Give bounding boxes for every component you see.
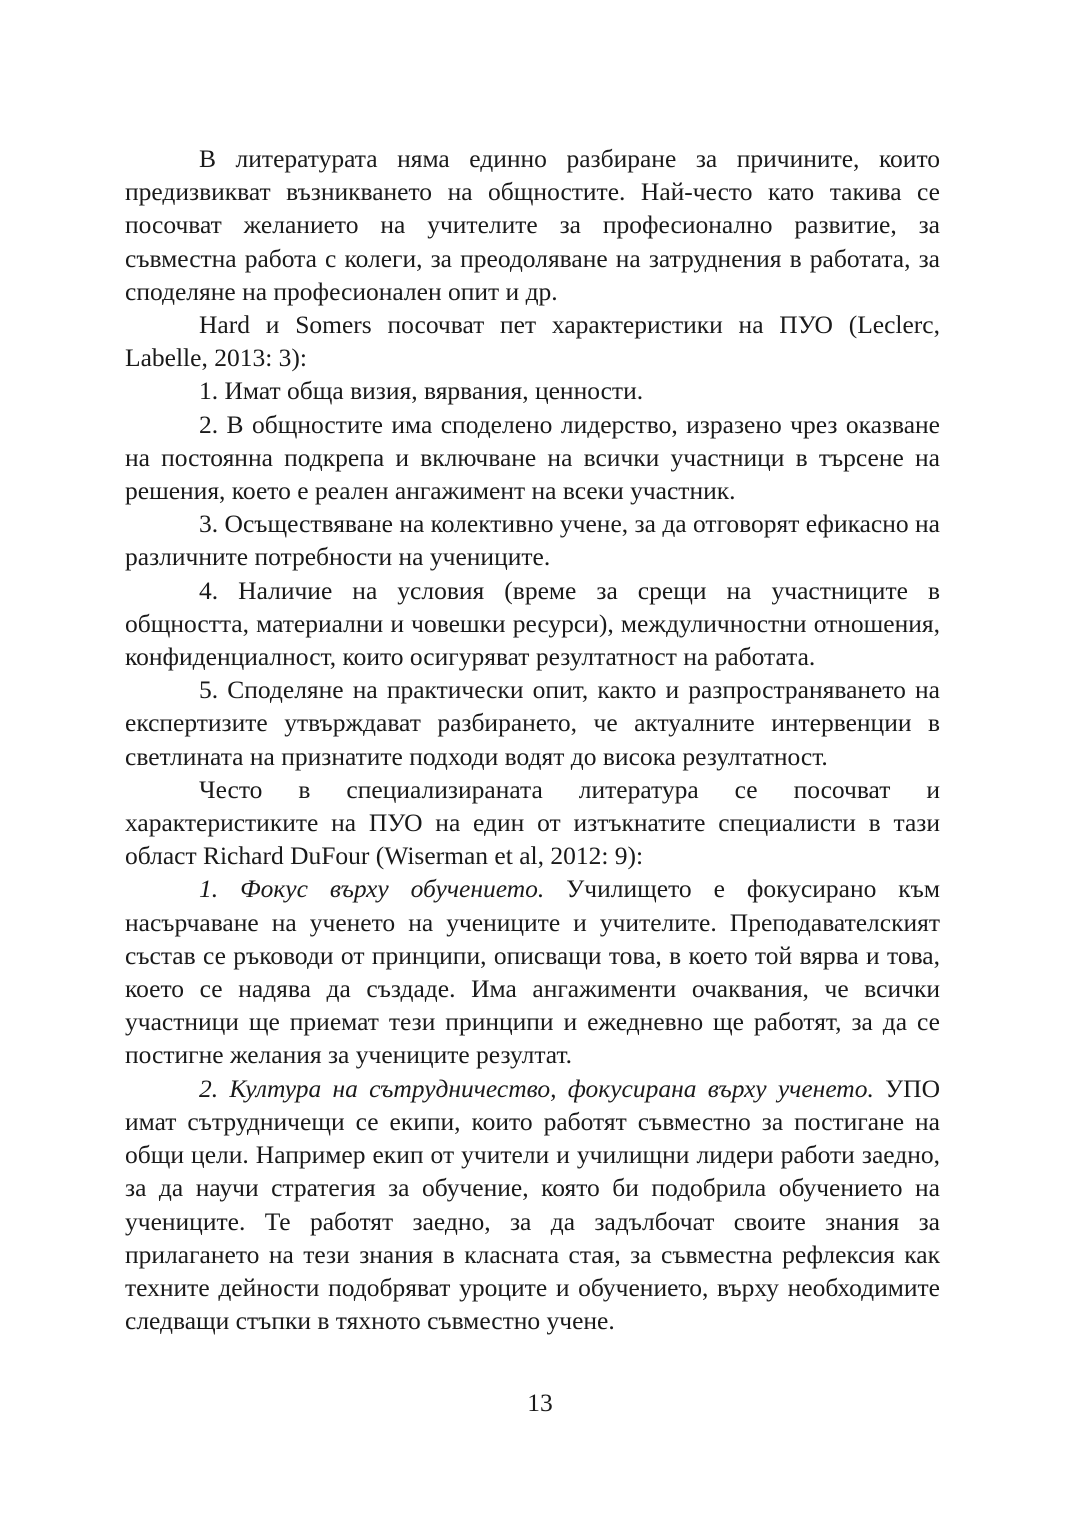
- paragraph-text: 1. Имат обща визия, вярвания, ценности.: [199, 376, 644, 406]
- paragraph-text: УПО имат сътрудничещи се екипи, които работят съвместно за постигане на общи цели. Например екип от учители и училищни лидери работи заедно, за да научи стратегия за обучение, която би подобрила обучението на учениците. Те работят заедно, за да задълбочат своите знания за прилагането на тези знания в класната стая, за съвместна рефлексия как техните дейности подобряват уроците и обучението, върху необходимите следващи стъпки в тяхното съвместно учене.: [125, 1073, 940, 1336]
- paragraph-text: 5. Споделяне на практически опит, както и разпространяването на експертизите утвърждават разбирането, че актуалните интервенции в светлината на признатите подходи водят до висока резултатност.: [125, 675, 940, 771]
- list-item-4: [125, 574, 940, 674]
- paragraph-text: Често в специализираната литература се посочват и характеристиките на ПУО на един от изтъкнатите специалисти в тази област Richard DuFour (Wiserman et al, 2012: 9):: [125, 774, 940, 871]
- paragraph-text: В литературата няма единно разбиране за причините, които предизвикват възникването на общностите. Най-често като такива се посочват желанието на учителите за професионално развитие, за съвместна работа с колеги, за преодоляване на затруднения в работата, за споделяне на професионален опит и др.: [125, 144, 940, 306]
- dufour-item-2: [125, 1072, 940, 1338]
- paragraph-text: 4. Наличие на условия (време за срещи на участниците в общността, материални и човешки ресурси), междуличностни отношения, конфиденциалност, които осигуряват резултатност на работата.: [125, 575, 940, 672]
- item-heading: 2. Култура на сътрудничество, фокусирана върху ученето.: [199, 1073, 874, 1103]
- list-item-5: [125, 673, 940, 773]
- paragraph-text: 2. В общностите има споделено лидерство, изразено чрез оказване на постоянна подкрепа и включване на всички участници в търсене на решения, което е реален ангажимент на всеки участник.: [125, 409, 940, 506]
- paragraph-dufour: [125, 773, 940, 873]
- page-number: 13: [527, 1388, 553, 1417]
- dufour-item-1: [125, 872, 940, 1071]
- paragraph-causes: [125, 142, 940, 308]
- list-item-3: [125, 507, 940, 573]
- body-text: [125, 142, 940, 1337]
- list-item-2: [125, 408, 940, 508]
- paragraph-text: Училището е фокусирано към насърчаване на ученето на учениците и учителите. Преподавателският състав се ръководи от принципи, описващи това, в което той вярва и това, което се надява да създаде. Има ангажименти очаквания, че всички участници ще приемат тези принципи и ежедневно ще работят, за да се постигне желания за учениците резултат.: [125, 874, 941, 1070]
- paragraph-hard-somers: [125, 308, 940, 374]
- item-heading: 1. Фокус върху обучението.: [199, 874, 545, 904]
- list-item-1: [125, 374, 940, 407]
- paragraph-text: 3. Осъществяване на колективно учене, за да отговорят ефикасно на различните потребности на учениците.: [125, 509, 940, 572]
- paragraph-text: Hard и Somers посочват пет характеристики на ПУО (Leclerc, Labelle, 2013: 3):: [125, 310, 940, 373]
